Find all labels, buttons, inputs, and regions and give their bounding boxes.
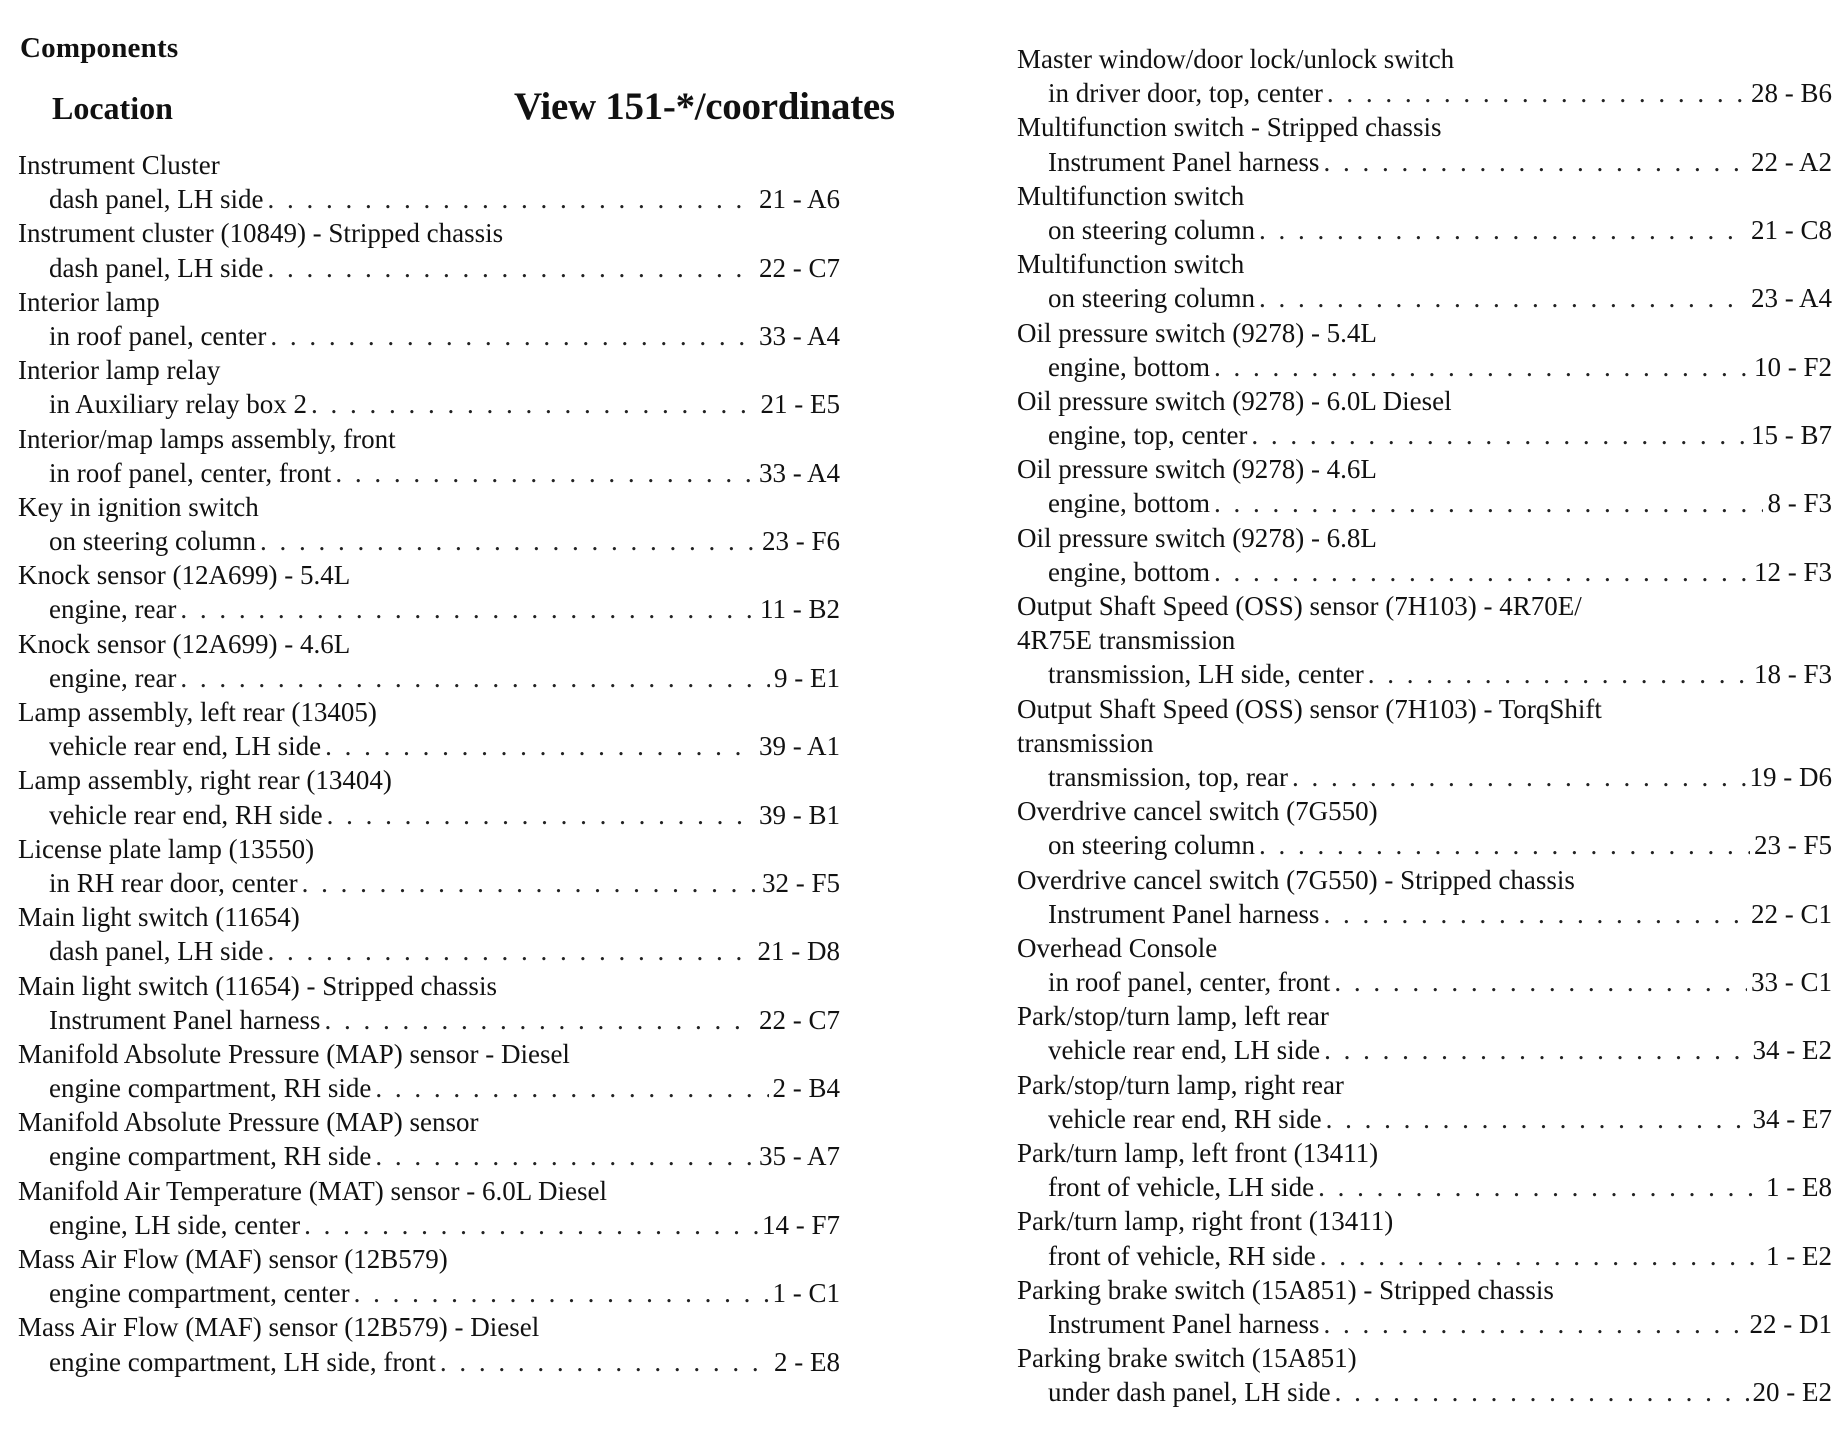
component-location: in roof panel, center, front <box>1048 967 1331 998</box>
component-entry <box>1017 863 1832 931</box>
component-entry <box>1017 794 1832 862</box>
component-location: under dash panel, LH side <box>1048 1377 1331 1408</box>
dot-leader <box>302 866 758 900</box>
component-entry <box>18 1242 840 1310</box>
component-location-line <box>18 661 840 695</box>
component-name: Oil pressure switch (9278) - 5.4L <box>1017 317 1377 348</box>
dot-leader <box>260 524 758 558</box>
component-name: Interior/map lamps assembly, front <box>18 423 396 454</box>
component-location-line <box>1017 350 1832 384</box>
component-entry <box>1017 452 1832 520</box>
component-entry <box>1017 1273 1832 1341</box>
component-name: Instrument Cluster <box>18 150 220 180</box>
view-coordinate-ref: 39 - A1 <box>759 731 840 762</box>
component-entry <box>18 1037 840 1105</box>
section-title: Components <box>20 32 179 64</box>
component-entry <box>1017 1341 1832 1409</box>
dot-leader <box>304 1208 758 1242</box>
component-name: Knock sensor (12A699) - 5.4L <box>18 560 351 591</box>
dot-leader <box>375 1139 755 1173</box>
component-location: on steering column <box>1048 830 1255 861</box>
view-coordinate-ref: 14 - F7 <box>761 1209 840 1240</box>
view-coordinate-ref: 28 - B6 <box>1751 78 1832 109</box>
dot-leader <box>267 251 755 285</box>
component-entry <box>18 216 840 284</box>
component-entry <box>1017 384 1832 452</box>
component-entry <box>1017 1068 1832 1136</box>
dot-leader <box>1318 1170 1762 1204</box>
dot-leader <box>1214 350 1750 384</box>
component-location: engine compartment, RH side <box>49 1141 372 1172</box>
component-name-continued: transmission <box>1017 727 1154 758</box>
dot-leader <box>270 319 755 353</box>
location-column-header: Location <box>52 90 173 126</box>
component-location-line <box>1017 657 1832 691</box>
component-name: Park/turn lamp, right front (13411) <box>1017 1206 1394 1237</box>
dot-leader <box>180 592 756 626</box>
component-location-line <box>1017 1307 1832 1341</box>
component-entry <box>1017 931 1832 999</box>
component-location-line <box>18 729 840 763</box>
dot-leader <box>1368 657 1750 691</box>
dot-leader <box>1334 965 1747 999</box>
component-name: Park/turn lamp, left front (13411) <box>1017 1138 1379 1168</box>
dot-leader <box>354 1276 769 1310</box>
component-entry <box>18 627 840 695</box>
component-entry <box>1017 316 1832 384</box>
view-coordinate-ref: 10 - F2 <box>1753 351 1832 382</box>
component-location: engine, rear <box>49 594 177 625</box>
component-name: Parking brake switch (15A851) - Stripped chassis <box>1017 1274 1554 1305</box>
component-location-line <box>18 592 840 626</box>
component-entry <box>1017 247 1832 315</box>
component-location-line <box>18 182 840 216</box>
component-location: engine, bottom <box>1048 351 1210 382</box>
dot-leader <box>267 934 753 968</box>
dot-leader <box>1251 418 1747 452</box>
component-location-line <box>1017 555 1832 589</box>
dot-leader <box>325 729 755 763</box>
component-entry <box>18 148 840 216</box>
component-entry <box>18 1174 840 1242</box>
view-coordinate-ref: 35 - A7 <box>759 1141 840 1172</box>
component-name: Oil pressure switch (9278) - 6.8L <box>1017 522 1377 553</box>
dot-leader <box>1323 1307 1745 1341</box>
view-coordinate-ref: 22 - C1 <box>1751 898 1832 929</box>
left-component-list <box>18 148 840 1379</box>
component-name: Manifold Air Temperature (MAT) sensor - 6.0L Diesel <box>18 1175 607 1206</box>
right-component-list <box>1017 42 1832 1410</box>
component-location: vehicle rear end, RH side <box>49 799 323 830</box>
view-coordinate-ref: 33 - A4 <box>759 320 840 351</box>
component-entry <box>1017 1204 1832 1272</box>
component-location: vehicle rear end, LH side <box>49 731 322 762</box>
component-name: Overhead Console <box>1017 932 1218 963</box>
view-coordinate-ref: 33 - C1 <box>1751 967 1832 998</box>
component-name: Main light switch (11654) <box>18 902 300 933</box>
view-coordinate-ref: 12 - F3 <box>1753 556 1832 587</box>
component-name: Mass Air Flow (MAF) sensor (12B579) <box>18 1244 448 1274</box>
view-coordinate-ref: 39 - B1 <box>759 799 840 830</box>
component-name: Overdrive cancel switch (7G550) <box>1017 796 1378 827</box>
component-location: in driver door, top, center <box>1048 78 1323 109</box>
component-entry <box>18 1105 840 1173</box>
dot-leader <box>324 1003 755 1037</box>
view-coordinate-ref: 18 - F3 <box>1753 659 1832 690</box>
view-coordinate-ref: 15 - B7 <box>1751 420 1832 451</box>
component-entry <box>18 490 840 558</box>
component-name: Park/stop/turn lamp, left rear <box>1017 1001 1329 1032</box>
component-name: Park/stop/turn lamp, right rear <box>1017 1069 1344 1100</box>
component-entry <box>18 832 840 900</box>
view-coordinate-ref: 22 - A2 <box>1751 146 1832 177</box>
component-name: Instrument cluster (10849) - Stripped chassis <box>18 218 504 249</box>
view-coordinate-ref: 33 - A4 <box>759 457 840 488</box>
view-coordinate-ref: 21 - E5 <box>760 389 840 420</box>
component-entry <box>18 558 840 626</box>
component-location: dash panel, LH side <box>49 252 264 283</box>
component-location-line <box>1017 486 1832 520</box>
component-location: transmission, LH side, center <box>1048 659 1364 690</box>
dot-leader <box>1214 555 1750 589</box>
component-location-line <box>18 1071 840 1105</box>
component-location: in RH rear door, center <box>49 867 298 898</box>
view-coordinate-ref: 23 - F6 <box>761 526 840 557</box>
component-location-line <box>1017 1170 1832 1204</box>
component-location: in roof panel, center, front <box>49 457 332 488</box>
component-location: dash panel, LH side <box>49 936 264 967</box>
component-location: front of vehicle, RH side <box>1048 1240 1316 1271</box>
component-location: engine, rear <box>49 662 177 693</box>
view-coordinate-ref: 21 - A6 <box>759 184 840 215</box>
component-location-line <box>1017 76 1832 110</box>
view-coordinate-ref: 22 - C7 <box>759 252 840 283</box>
component-entry <box>18 422 840 490</box>
component-location-line <box>1017 1375 1832 1409</box>
component-location-line <box>1017 1102 1832 1136</box>
component-location-line <box>1017 418 1832 452</box>
component-location: on steering column <box>1048 214 1255 245</box>
component-name: Oil pressure switch (9278) - 4.6L <box>1017 454 1377 485</box>
view-coordinate-ref: 19 - D6 <box>1749 761 1832 792</box>
dot-leader <box>1259 281 1747 315</box>
component-name: Master window/door lock/unlock switch <box>1017 44 1455 74</box>
component-location: Instrument Panel harness <box>1048 146 1320 177</box>
component-entry <box>18 969 840 1037</box>
component-location-line <box>18 1003 840 1037</box>
component-name: Interior lamp <box>18 286 160 317</box>
component-location-line <box>1017 1033 1832 1067</box>
view-coordinate-ref: 34 - E7 <box>1752 1103 1832 1134</box>
component-location-line <box>18 1208 840 1242</box>
dot-leader <box>1259 828 1750 862</box>
view-coordinate-ref: 2 - B4 <box>772 1073 840 1104</box>
component-name: Oil pressure switch (9278) - 6.0L Diesel <box>1017 385 1452 416</box>
dot-leader <box>440 1345 770 1379</box>
component-entry <box>18 1310 840 1378</box>
view-coordinate-ref: 21 - D8 <box>757 936 840 967</box>
component-entry <box>1017 521 1832 589</box>
view-coordinate-ref: 23 - A4 <box>1751 283 1832 314</box>
component-entry <box>1017 692 1832 795</box>
component-location: Instrument Panel harness <box>1048 898 1320 929</box>
dot-leader <box>1324 1033 1748 1067</box>
component-location-line <box>18 524 840 558</box>
dot-leader <box>180 661 770 695</box>
component-location-line <box>18 1276 840 1310</box>
dot-leader <box>1292 760 1746 794</box>
component-name: Lamp assembly, right rear (13404) <box>18 765 392 796</box>
component-location: engine compartment, RH side <box>49 1073 372 1104</box>
component-location-line <box>1017 1239 1832 1273</box>
component-location: engine, LH side, center <box>49 1209 301 1240</box>
component-name: Lamp assembly, left rear (13405) <box>18 697 377 727</box>
component-location: vehicle rear end, LH side <box>1048 1035 1321 1066</box>
component-entry <box>1017 110 1832 178</box>
component-location: front of vehicle, LH side <box>1048 1172 1315 1203</box>
view-coordinate-ref: 23 - F5 <box>1753 830 1832 861</box>
view-coordinate-ref: 21 - C8 <box>1751 214 1832 245</box>
component-location-line <box>18 387 840 421</box>
component-name: Interior lamp relay <box>18 355 221 386</box>
component-entry <box>1017 589 1832 692</box>
component-name-continued: 4R75E transmission <box>1017 625 1236 656</box>
component-entry <box>18 353 840 421</box>
dot-leader <box>1323 145 1747 179</box>
component-name: Mass Air Flow (MAF) sensor (12B579) - Diesel <box>18 1312 540 1343</box>
component-entry <box>18 900 840 968</box>
component-name: Output Shaft Speed (OSS) sensor (7H103) - 4R70E/ <box>1017 591 1582 621</box>
component-entry <box>18 695 840 763</box>
component-location: engine compartment, LH side, front <box>49 1346 436 1377</box>
view-coordinate-ref: 20 - E2 <box>1752 1377 1832 1408</box>
component-entry <box>1017 179 1832 247</box>
view-coordinate-ref: 22 - D1 <box>1749 1308 1832 1339</box>
component-entry <box>18 285 840 353</box>
view-coordinate-ref: 8 - F3 <box>1767 488 1832 519</box>
component-location-line <box>1017 213 1832 247</box>
dot-leader <box>1326 1102 1749 1136</box>
component-location-line <box>1017 897 1832 931</box>
component-location-line <box>18 456 840 490</box>
component-location: on steering column <box>49 526 256 557</box>
component-location: transmission, top, rear <box>1048 761 1288 792</box>
dot-leader <box>267 182 755 216</box>
component-name: Knock sensor (12A699) - 4.6L <box>18 628 351 659</box>
component-entry <box>1017 1136 1832 1204</box>
dot-leader <box>1327 76 1747 110</box>
view-coordinate-ref: 1 - C1 <box>772 1278 840 1309</box>
component-location: dash panel, LH side <box>49 184 264 215</box>
component-location: engine, bottom <box>1048 488 1210 519</box>
component-location-line <box>18 798 840 832</box>
component-location: vehicle rear end, RH side <box>1048 1103 1322 1134</box>
component-location: Instrument Panel harness <box>1048 1308 1320 1339</box>
component-name: Overdrive cancel switch (7G550) - Stripped chassis <box>1017 864 1575 895</box>
component-name: Output Shaft Speed (OSS) sensor (7H103) - TorqShift <box>1017 693 1602 724</box>
component-entry <box>18 763 840 831</box>
component-entry <box>1017 999 1832 1067</box>
component-name: Parking brake switch (15A851) <box>1017 1343 1357 1374</box>
component-name: Multifunction switch - Stripped chassis <box>1017 112 1442 143</box>
component-name: Main light switch (11654) - Stripped chassis <box>18 970 497 1001</box>
view-coordinate-ref: 34 - E2 <box>1752 1035 1832 1066</box>
component-location-line <box>18 319 840 353</box>
view-coordinate-ref: 32 - F5 <box>761 867 840 898</box>
component-location-line <box>18 1139 840 1173</box>
component-location: in roof panel, center <box>49 320 267 351</box>
dot-leader <box>327 798 755 832</box>
component-name: License plate lamp (13550) <box>18 833 315 864</box>
component-location: on steering column <box>1048 283 1255 314</box>
view-coordinates-column-header: View 151-*/coordinates <box>514 85 895 128</box>
view-coordinate-ref: 1 - E2 <box>1766 1240 1832 1271</box>
component-name: Key in ignition switch <box>18 491 259 522</box>
dot-leader <box>1214 486 1764 520</box>
component-entry <box>1017 42 1832 110</box>
component-location-line <box>1017 760 1832 794</box>
dot-leader <box>335 456 755 490</box>
component-location-line <box>1017 281 1832 315</box>
component-name: Multifunction switch <box>1017 180 1245 211</box>
view-coordinate-ref: 1 - E8 <box>1766 1172 1832 1203</box>
dot-leader <box>311 387 757 421</box>
component-location-line <box>1017 828 1832 862</box>
component-location: engine, bottom <box>1048 556 1210 587</box>
component-location-line <box>18 866 840 900</box>
view-coordinate-ref: 11 - B2 <box>760 594 840 625</box>
component-location: engine, top, center <box>1048 420 1248 451</box>
component-name: Manifold Absolute Pressure (MAP) sensor <box>18 1107 479 1138</box>
component-location-line <box>18 1345 840 1379</box>
dot-leader <box>375 1071 768 1105</box>
dot-leader <box>1320 1239 1762 1273</box>
component-location: engine compartment, center <box>49 1278 350 1309</box>
component-location-line <box>18 934 840 968</box>
dot-leader <box>1335 1375 1749 1409</box>
component-location-line <box>18 251 840 285</box>
view-coordinate-ref: 22 - C7 <box>759 1004 840 1035</box>
component-location: in Auxiliary relay box 2 <box>49 389 307 420</box>
component-location-line <box>1017 965 1832 999</box>
dot-leader <box>1259 213 1747 247</box>
view-coordinate-ref: 2 - E8 <box>774 1346 840 1377</box>
component-location-line <box>1017 145 1832 179</box>
component-name: Multifunction switch <box>1017 249 1245 280</box>
component-name: Manifold Absolute Pressure (MAP) sensor - Diesel <box>18 1038 570 1069</box>
component-location: Instrument Panel harness <box>49 1004 321 1035</box>
view-coordinate-ref: 9 - E1 <box>774 662 840 693</box>
dot-leader <box>1323 897 1747 931</box>
